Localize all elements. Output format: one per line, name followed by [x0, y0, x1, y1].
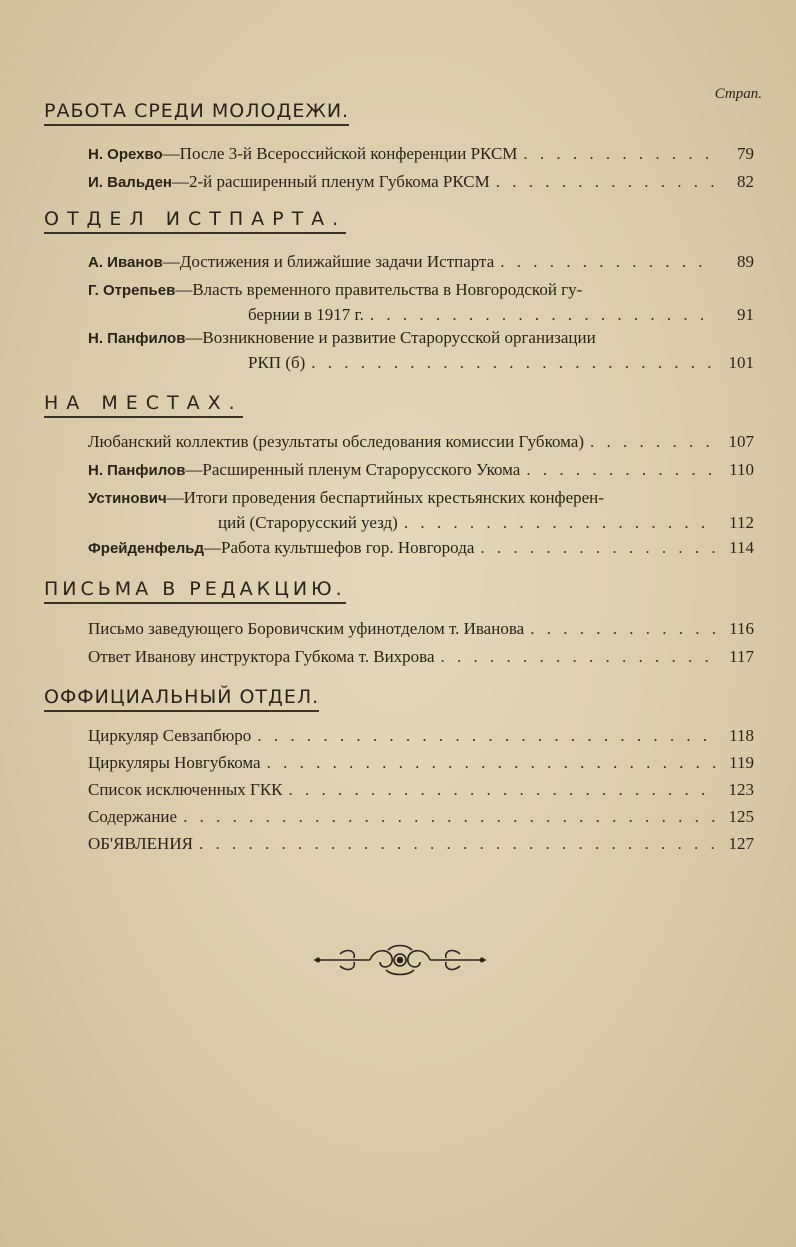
entry-author: Устинович — [88, 490, 167, 507]
entry-title: Любанский коллектив (результаты обследования комиссии Губкома) — [88, 432, 585, 451]
toc-entry — [88, 486, 754, 535]
page-column-label: Страп. — [714, 86, 762, 102]
toc-entry — [88, 430, 754, 454]
toc-entry — [88, 326, 754, 375]
leader-dots — [441, 645, 716, 669]
entry-title: Циркуляры Новгубкома — [88, 753, 261, 772]
entry-page: 123 — [728, 780, 754, 799]
toc-entry — [88, 724, 754, 748]
toc-entry — [88, 778, 754, 802]
entry-title: —2-й расширенный пленум Губкома РКСМ — [171, 172, 490, 191]
entry-title: Содержание — [88, 807, 178, 826]
toc-entry — [88, 278, 754, 327]
leader-dots — [404, 511, 716, 535]
section-heading-istpart: ОТДЕЛ ИСТПАРТА. — [44, 208, 346, 234]
leader-dots — [526, 458, 716, 482]
entry-page: 91 — [737, 305, 754, 324]
toc-entry — [88, 142, 754, 167]
entry-title: Ответ Иванову инструктора Губкома т. Вихрова — [88, 647, 435, 666]
section-heading-official: ОФФИЦИАЛЬНЫЙ ОТДЕЛ. — [44, 686, 319, 712]
leader-dots — [370, 303, 716, 327]
toc-entry — [88, 170, 754, 195]
entry-page: 82 — [737, 172, 754, 191]
toc-entry — [88, 458, 754, 483]
leader-dots — [257, 724, 716, 748]
section-heading-local: НА МЕСТАХ. — [44, 392, 243, 418]
decorative-ornament-icon — [310, 940, 490, 980]
entry-title: Циркуляр Севзапбюро — [88, 726, 252, 745]
leader-dots — [289, 778, 717, 802]
entry-title: —После 3-й Всероссийской конференции РКСМ — [162, 144, 518, 163]
entry-title-continued: ций (Старорусский уезд) — [218, 513, 398, 532]
entry-title-continued: бернии в 1917 г. — [248, 305, 364, 324]
entry-page: 125 — [728, 807, 754, 826]
entry-page: 127 — [728, 834, 754, 853]
leader-dots — [311, 351, 716, 375]
leader-dots — [267, 751, 716, 775]
leader-dots — [199, 832, 716, 856]
entry-page: 107 — [728, 432, 754, 451]
leader-dots — [530, 617, 716, 641]
toc-entry — [88, 645, 754, 669]
entry-page: 79 — [737, 144, 754, 163]
toc-entry — [88, 751, 754, 775]
entry-author: И. Вальден — [88, 174, 172, 191]
entry-title: Письмо заведующего Боровичским уфинотделом т. Иванова — [88, 619, 525, 638]
entry-author: А. Иванов — [88, 254, 163, 271]
leader-dots — [500, 250, 716, 274]
entry-page: 101 — [728, 353, 754, 372]
toc-entry — [88, 805, 754, 829]
entry-page: 89 — [737, 252, 754, 271]
entry-page: 118 — [729, 726, 754, 745]
entry-page: 112 — [729, 513, 754, 532]
leader-dots — [590, 430, 716, 454]
entry-page: 119 — [729, 753, 754, 772]
entry-title-continued: РКП (б) — [248, 353, 306, 372]
leader-dots — [523, 142, 716, 166]
entry-title: —Достижения и ближайшие задачи Истпарта — [162, 252, 495, 271]
entry-title: Список исключенных ГКК — [88, 780, 283, 799]
toc-entry — [88, 832, 754, 856]
leader-dots — [496, 170, 716, 194]
entry-page: 116 — [729, 619, 754, 638]
toc-entry — [88, 250, 754, 275]
entry-author: Н. Панфилов — [88, 330, 186, 347]
toc-entry — [88, 536, 754, 561]
entry-title: —Работа культшефов гор. Новгорода — [204, 538, 475, 557]
entry-title: —Возникновение и развитие Старорусской организации — [185, 328, 596, 347]
entry-title: —Власть временного правительства в Новгородской гу- — [175, 280, 583, 299]
entry-author: Н. Панфилов — [88, 462, 186, 479]
entry-title: ОБ'ЯВЛЕНИЯ — [88, 834, 193, 853]
leader-dots — [480, 536, 716, 560]
entry-author: Г. Отрепьев — [88, 282, 176, 299]
toc-entry — [88, 617, 754, 641]
entry-page: 114 — [729, 538, 754, 557]
entry-page: 117 — [729, 647, 754, 666]
entry-title: —Итоги проведения беспартийных крестьянских конферен- — [166, 488, 604, 507]
entry-author: Фрейденфельд — [88, 540, 204, 557]
section-heading-letters: ПИСЬМА В РЕДАКЦИЮ. — [44, 578, 346, 604]
entry-page: 110 — [729, 460, 754, 479]
entry-title: —Расширенный пленум Старорусского Укома — [185, 460, 521, 479]
section-heading-youth: РАБОТА СРЕДИ МОЛОДЕЖИ. — [44, 100, 349, 126]
entry-author: Н. Орехво — [88, 146, 163, 163]
leader-dots — [183, 805, 716, 829]
